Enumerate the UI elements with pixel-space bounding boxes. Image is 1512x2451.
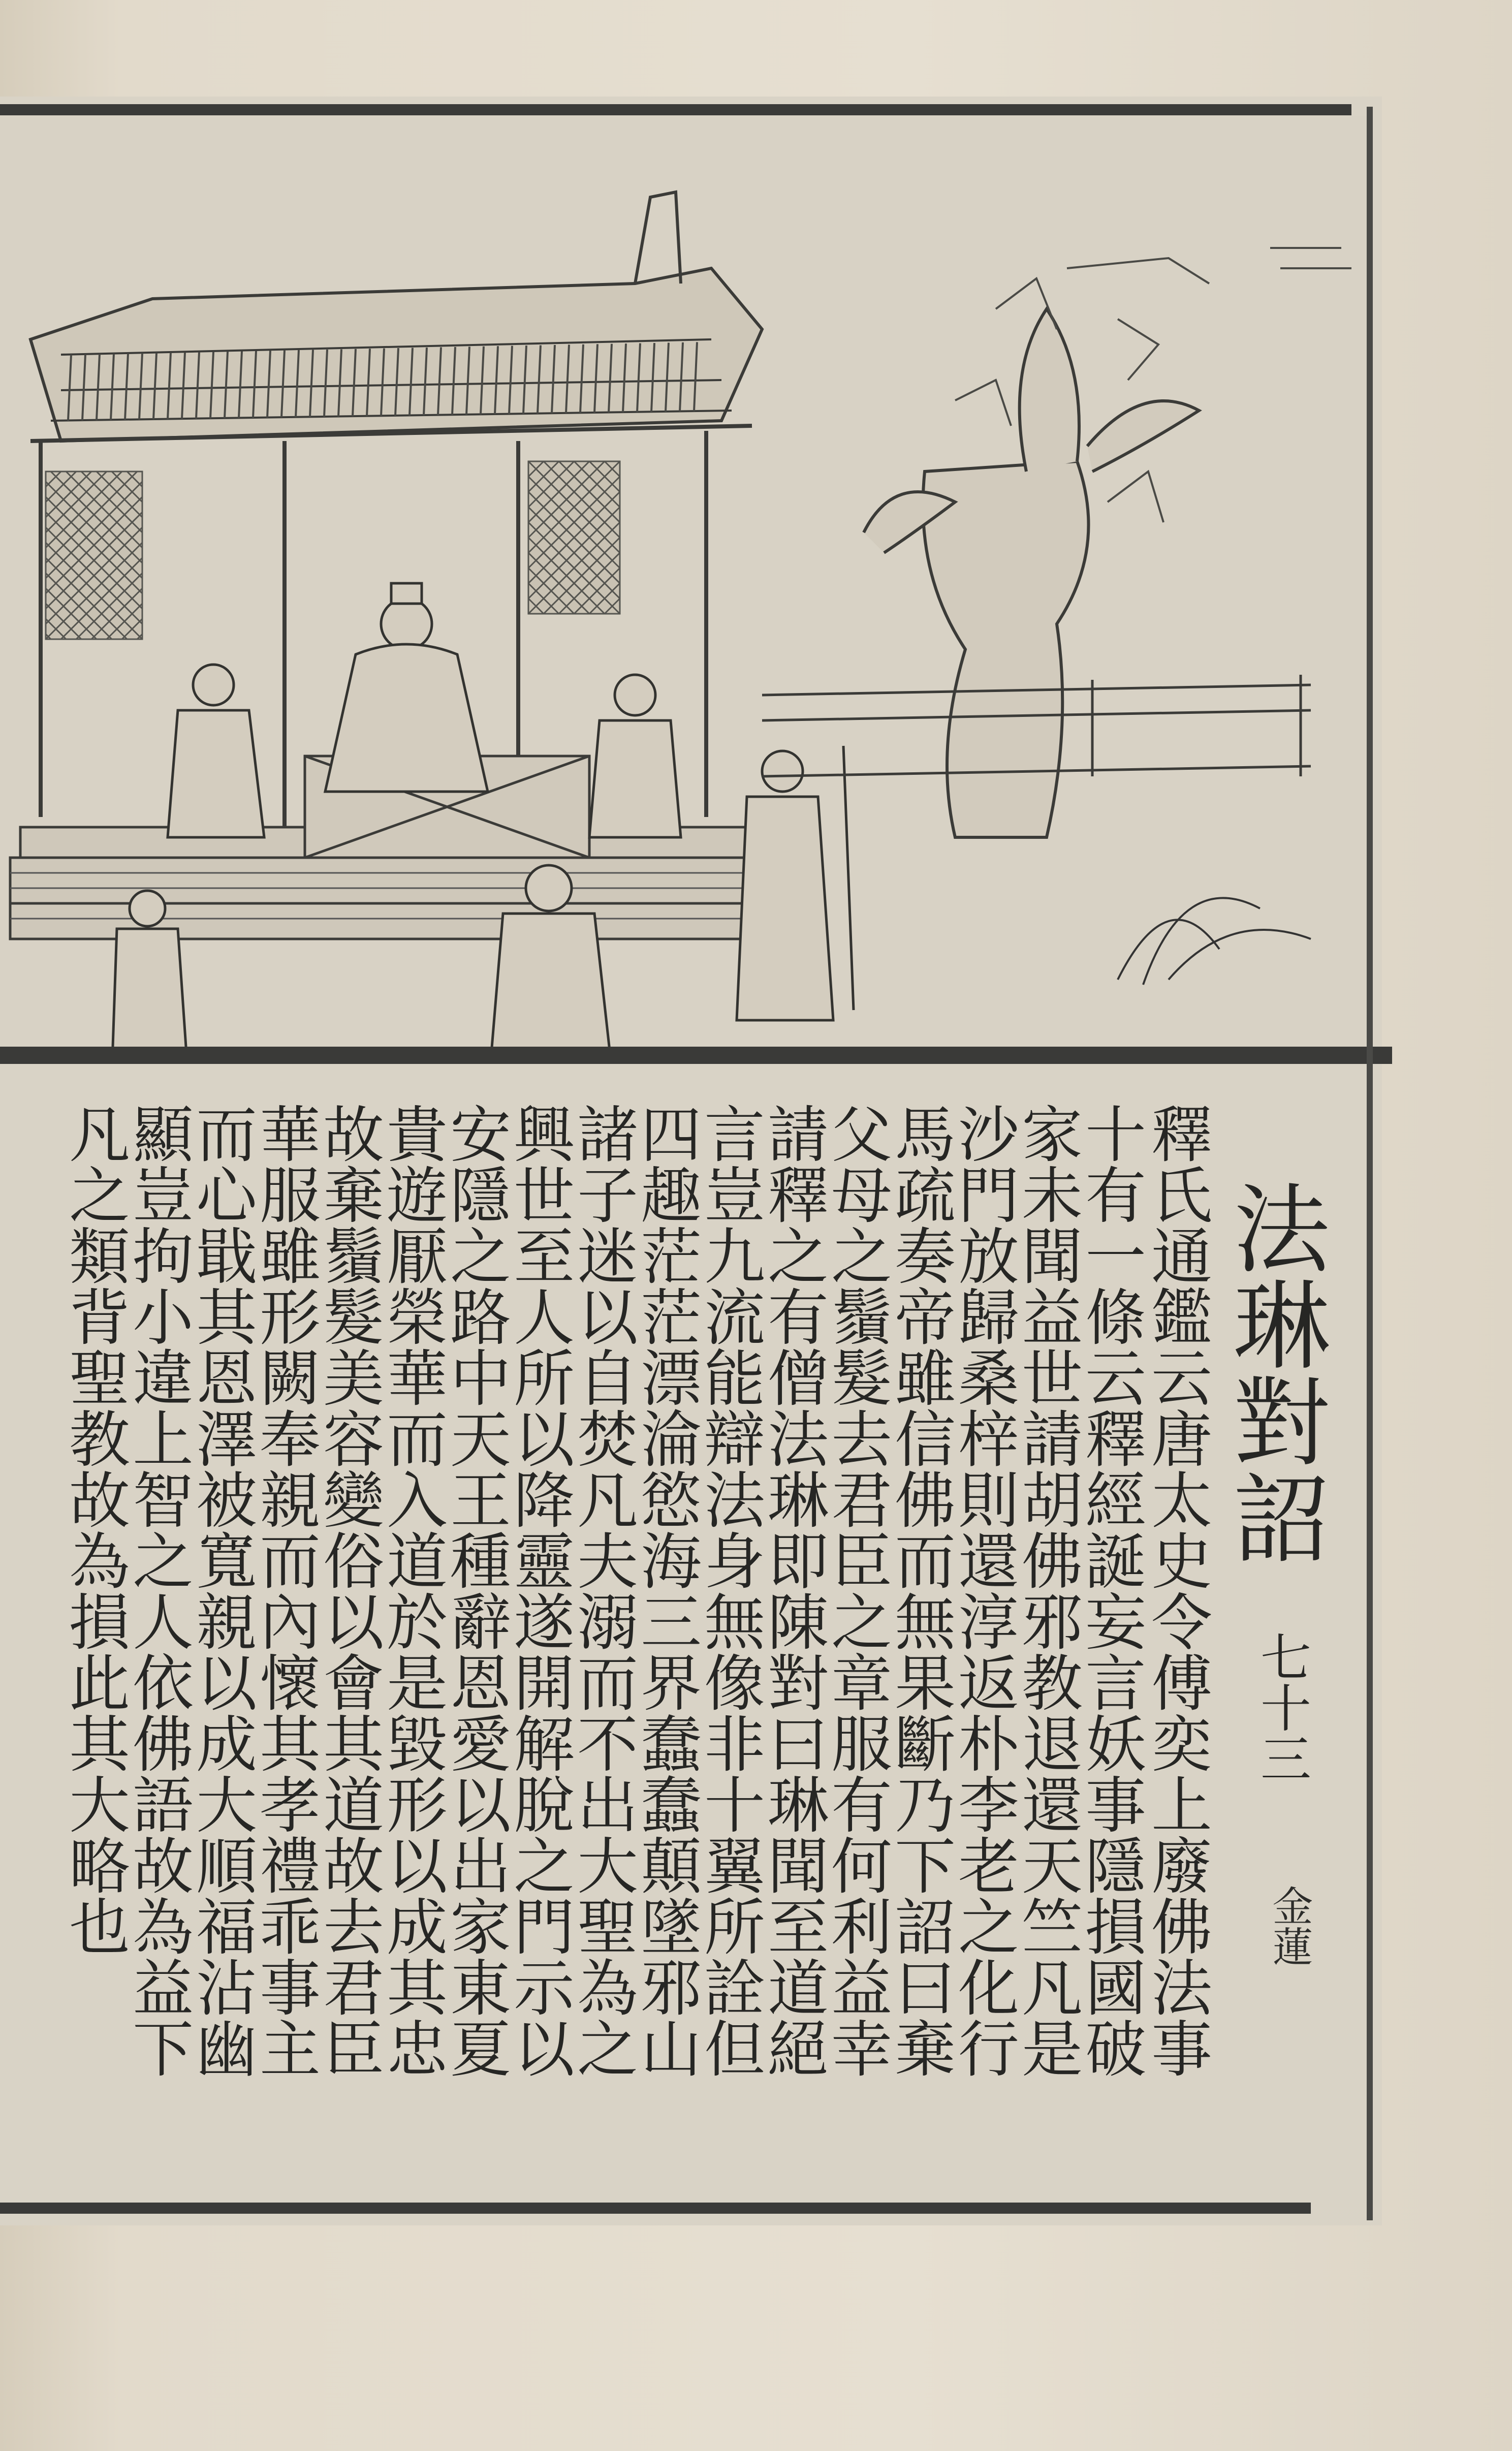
text-column: 請釋之有僧法琳即陳對曰琳聞至道絕 [758, 1103, 828, 2078]
chapter-title: 法琳對詔 [1217, 1179, 1330, 1565]
text-column: 貴遊厭榮華而入道於是毀形以成其忠 [376, 1103, 447, 2078]
author-note: 金蓮 [1266, 1885, 1313, 1966]
text-column: 沙門放歸桑梓則還淳返朴李老之化行 [948, 1103, 1019, 2078]
middle-frame-rule [0, 1047, 1392, 1064]
text-panel [20, 1072, 1351, 2195]
text-column: 華服雖形闕奉親而內懷其孝禮乖事主 [249, 1103, 320, 2078]
text-column: 釋氏通鑑云唐太史令傅奕上廢佛法事 [1141, 1103, 1212, 2078]
text-column: 安隱之路中天王種辭恩愛以出家東夏 [440, 1103, 511, 2078]
text-column: 父母之鬚髮去君臣之章服有何利益幸 [821, 1103, 892, 2078]
text-column: 故棄鬚髮美容變俗以會其道故去君臣 [313, 1103, 384, 2078]
text-column: 四趣茫茫漂淪慾海三界蠢蠢顛墜邪山 [631, 1103, 701, 2078]
text-column: 興世至人所以降靈遂開解脫之門示以 [503, 1103, 574, 2078]
text-column: 諸子迷以自焚凡夫溺而不出大聖為之 [567, 1103, 638, 2078]
text-column: 顯豈拘小違上智之人依佛語故為益下 [122, 1103, 193, 2078]
woodblock-illustration [0, 116, 1372, 1051]
section-number: 七十三 [1252, 1631, 1311, 1783]
text-column: 馬疏奏帝雖信佛而無果斷乃下詔曰棄 [885, 1103, 955, 2078]
text-column: 凡之類背聖教故為損此其大略也 [59, 1103, 130, 1956]
text-column: 家未聞益世請胡佛邪教退還天竺凡是 [1012, 1103, 1082, 2078]
text-column: 言豈九流能辯法身無像非十翼所詮但 [694, 1103, 765, 2078]
top-frame-rule [0, 104, 1351, 115]
bottom-frame-rule [0, 2203, 1311, 2214]
text-column: 十有一條云釋經誕妄言妖事隱損國破 [1075, 1103, 1146, 2078]
right-frame-rule [1367, 107, 1373, 2220]
text-column: 而心戢其恩澤被寬親以成大順福沾幽 [186, 1103, 257, 2078]
